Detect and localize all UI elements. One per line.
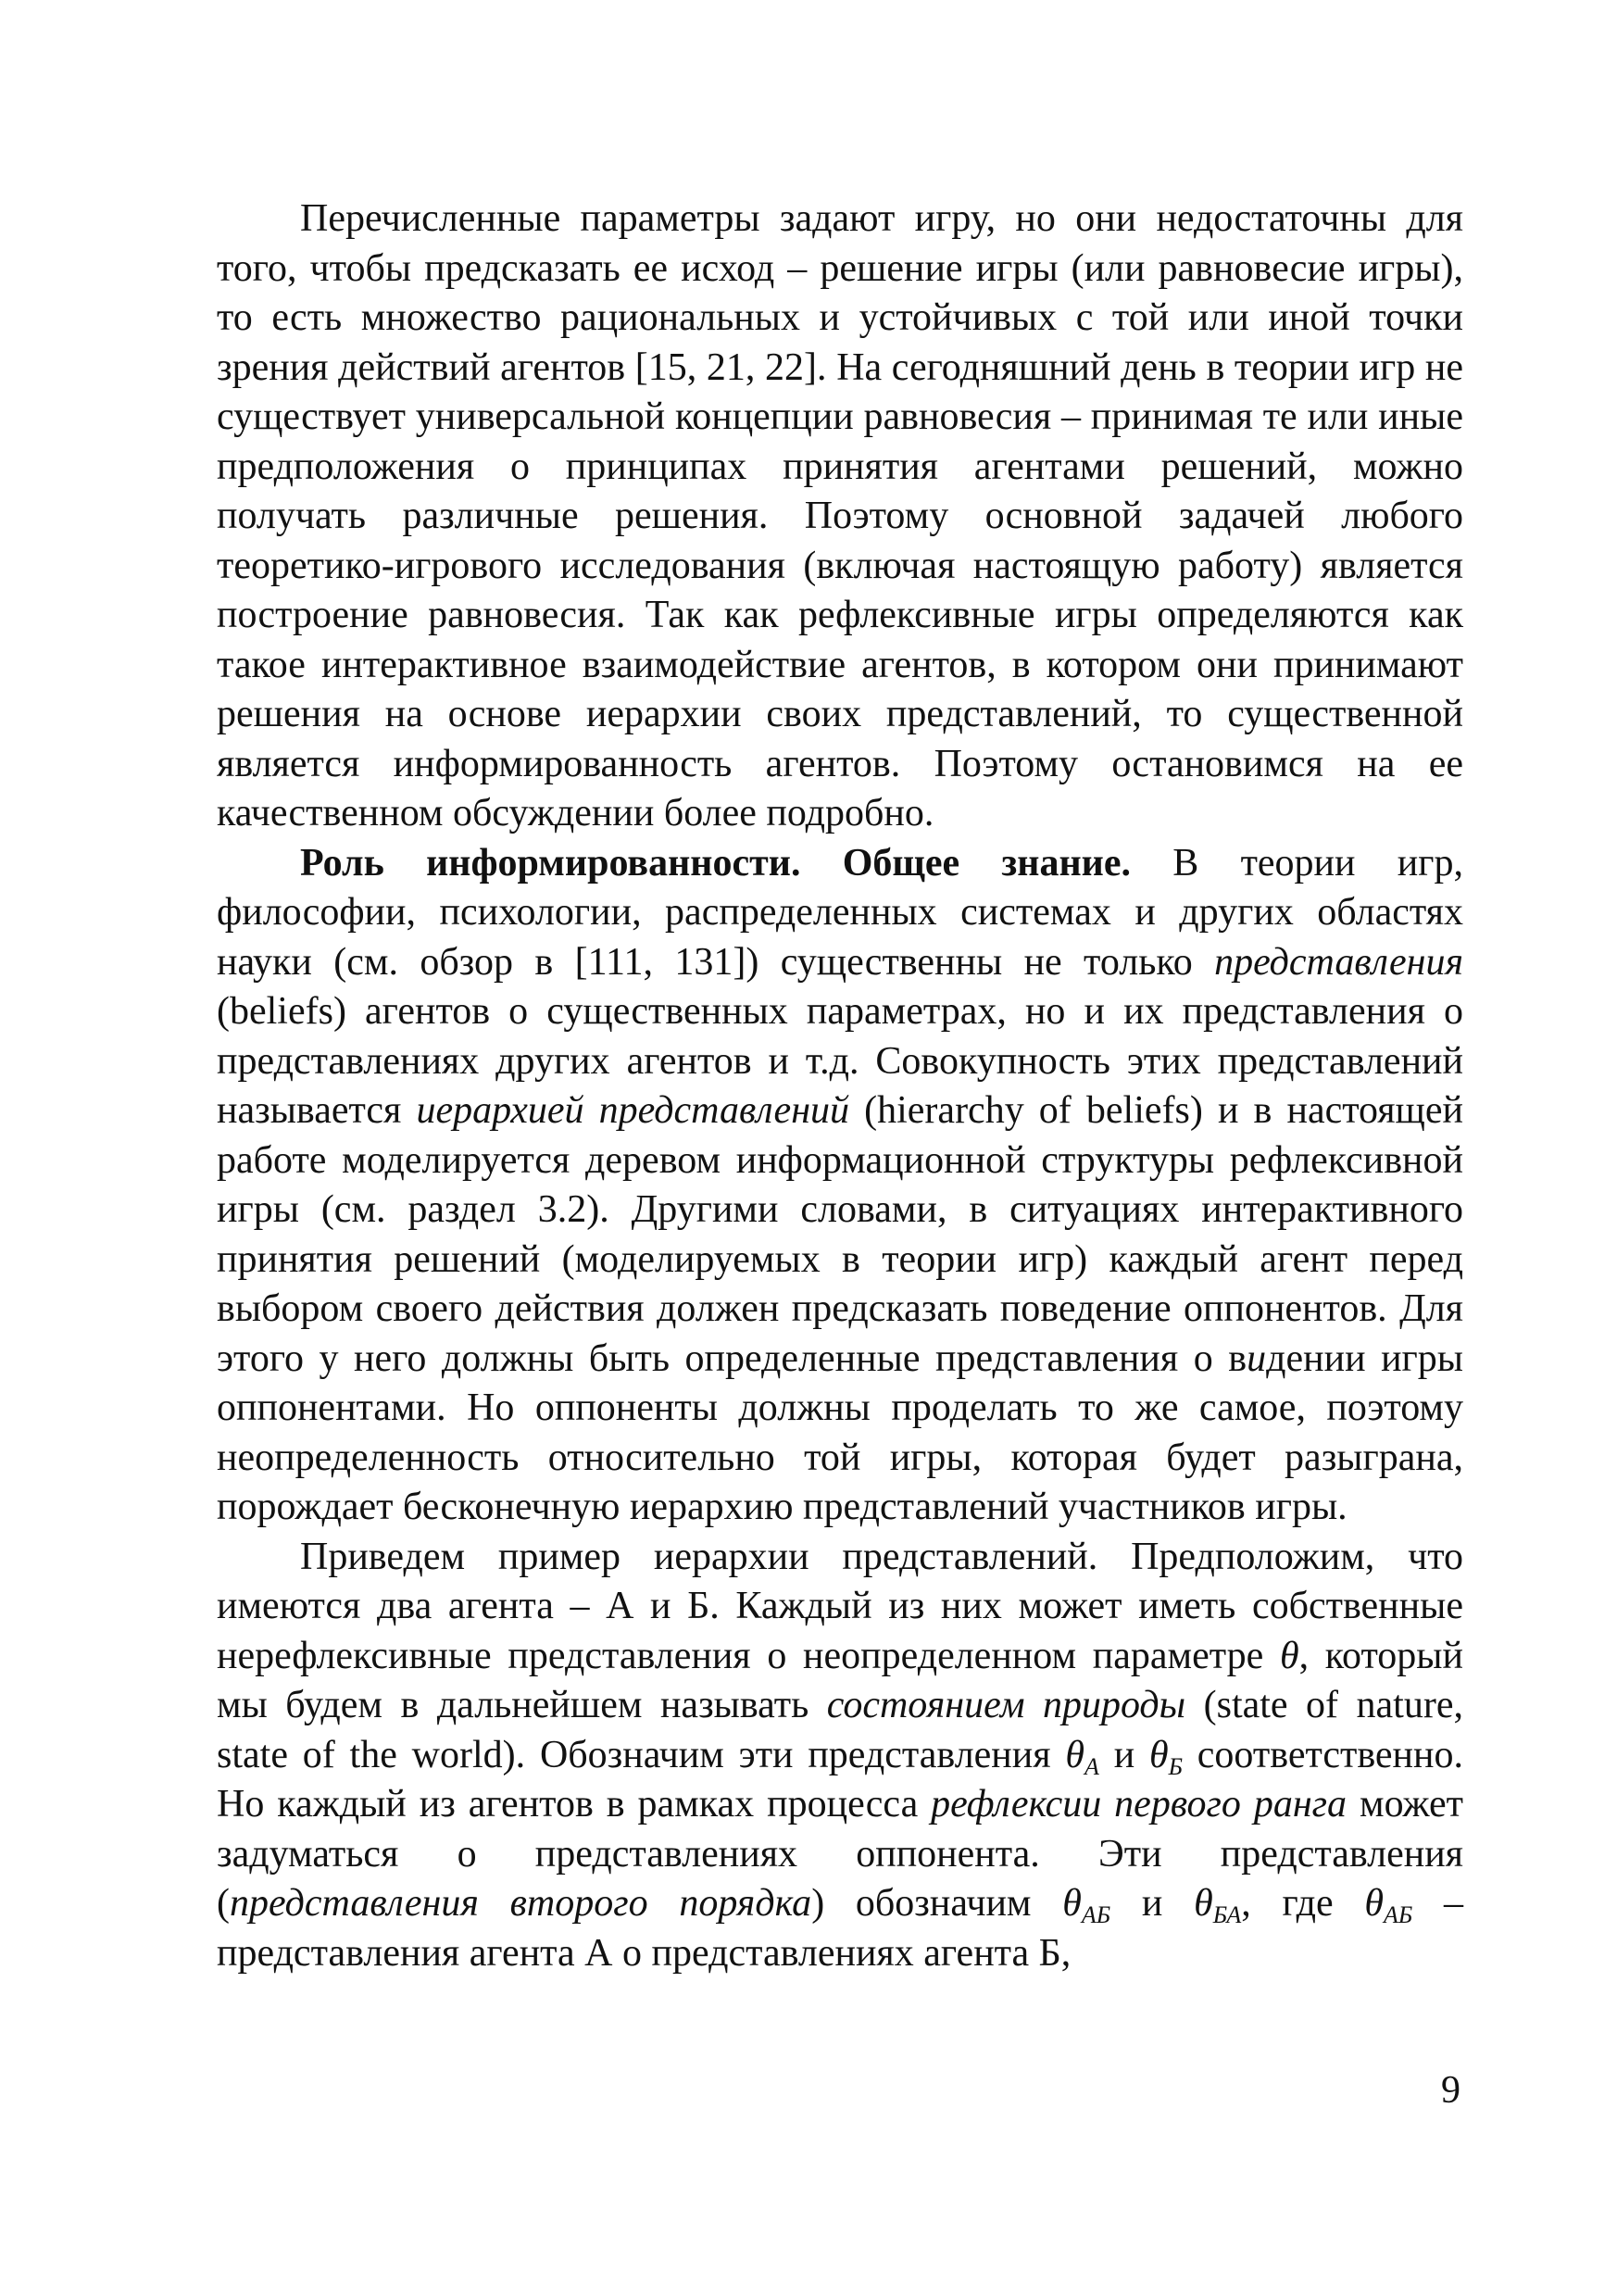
paragraph-3-text-7: ) обозначим [811,1882,1063,1925]
paragraph-3-text-4: и [1098,1733,1149,1776]
term-second-order-beliefs: представления второго порядка [230,1882,812,1925]
paragraph-3-text-2: , который мы будем в дальнейшем называть [217,1634,1463,1726]
term-first-rank-reflection: рефлексии первого ранга [931,1783,1348,1826]
paragraph-2-text-4: дении игры оппонентами. Но оппоненты должны проделать то же самое, поэтому неопределенность относительно той игры, которая будет разыграна, порождает бесконечную иерархию представлений участников игры. [217,1336,1463,1528]
term-hierarchy-of-beliefs: иерархией представлений [416,1089,850,1132]
paragraph-3-text-6: может задуматься о представлениях оппонента. Эти представления ( [217,1783,1464,1925]
paragraph-1 [217,194,1463,839]
paragraph-3-text-3: (state of nature, state of the world). Обозначим эти представления [217,1684,1463,1776]
paragraph-3-text-1: Приведем пример иерархии представлений. Предположим, что имеются два агента – А и Б. Каждый из них может иметь собственные нерефлексивные представления о неопределенном параметре [217,1535,1463,1677]
paragraph-2-text-2: (beliefs) агентов о существенных параметрах, но и их представления о представлениях других агентов и т.д. Совокупность этих представлений называется [217,990,1463,1132]
paragraph-3-text-10: – представления агента А о представлениях агента Б, [217,1882,1464,1975]
paragraph-3-text-5: соответственно. Но каждый из агентов в рамках процесса [217,1733,1464,1826]
paragraph-1-text: Перечисленные параметры задают игру, но они недостаточны для того, чтобы предсказать ее исход – решение игры (или равновесие игры), то есть множество рациональных и устойчивых с той или иной точки зрения действий агентов [15, 21, 22]. На сегодняшний день в теории игр не существует универсальной концепции равновесия – принимая те или иные предположения о принципах принятия агентами решений, можно получать различные решения. Поэтому основной задачей любого теоретико-игрового исследования (включая настоящую работу) является построение равновесия. Так как рефлексивные игры определяются как такое интерактивное взаимодействие агентов, в котором они принимают решения на основе иерархии своих представлений, то существенной является информированность агентов. Поэтому остановимся на ее качественном обсуждении более подробно. [217,197,1463,834]
paragraph-2 [217,839,1463,1533]
symbol-theta-ab: $\theta_{АБ}$ [1062,1882,1111,1928]
term-state-of-nature: состоянием природы [826,1684,1186,1726]
symbol-theta-a: $\theta_A$ [1065,1733,1099,1780]
page-body [217,194,1463,1978]
paragraph-3-text-8: и [1110,1882,1195,1925]
symbol-theta: θ [1279,1634,1299,1677]
emphasis-letter: и [1247,1336,1267,1380]
paragraph-2-text-1: В теории игр, философии, психологии, распределенных системах и других областях науки (см. обзор в [111, 131]) существенны не только [217,841,1463,984]
section-heading: Роль информированности. Общее знание. [300,841,1132,885]
term-beliefs: представления [1214,940,1463,984]
symbol-theta-ba: $\theta_{БА}$ [1194,1882,1242,1928]
page-number: 9 [1441,2069,1460,2112]
symbol-theta-b: $\theta_Б$ [1149,1733,1183,1780]
paragraph-3 [217,1533,1463,1979]
paragraph-3-text-9: , где [1241,1882,1365,1925]
paragraph-2-text-3: (hierarchy of beliefs) и в настоящей работе моделируется деревом информационной структуры рефлексивной игры (см. раздел 3.2). Другими словами, в ситуациях интерактивного принятия решений (моделируемых в теории игр) каждый агент перед выбором своего действия должен предсказать поведение оппонентов. Для этого у него должны быть определенные представления о в [217,1089,1463,1380]
symbol-theta-ab-2: $\theta_{АБ}$ [1364,1882,1413,1928]
